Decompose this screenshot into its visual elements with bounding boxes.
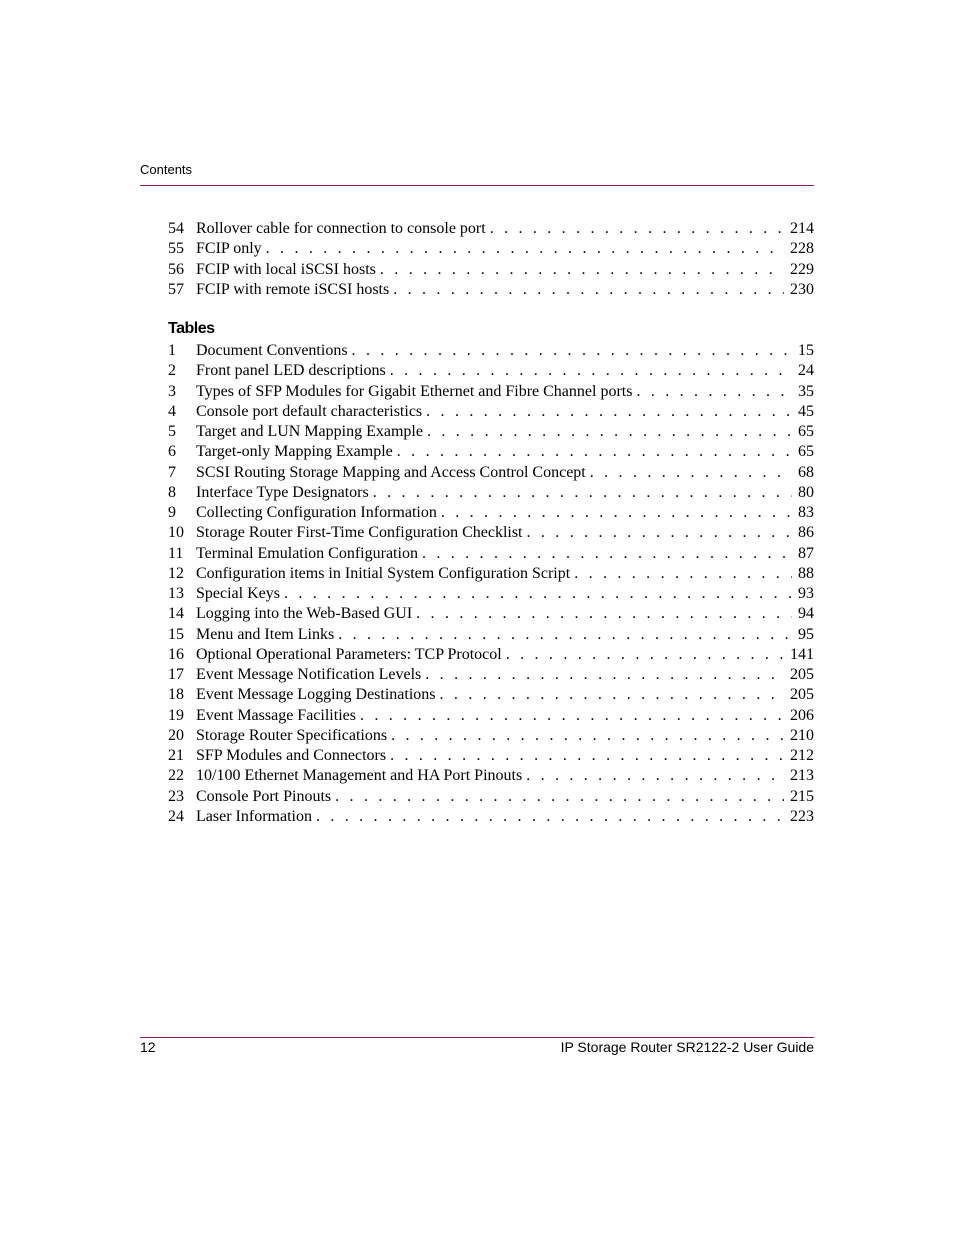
dot-leader bbox=[425, 665, 784, 685]
entry-title: Rollover cable for connection to console port bbox=[196, 220, 486, 237]
entry-title: Menu and Item Links bbox=[196, 625, 335, 643]
entry-number: 9 bbox=[168, 504, 176, 521]
entry-number: 8 bbox=[168, 483, 176, 501]
entry-number: 20 bbox=[168, 726, 184, 744]
dot-leader bbox=[360, 706, 784, 726]
toc-entry[interactable] bbox=[168, 483, 814, 503]
entry-title: Event Message Notification Levels bbox=[196, 666, 422, 683]
dot-leader bbox=[590, 463, 792, 483]
entry-title: Target-only Mapping Example bbox=[196, 443, 393, 461]
entry-page-number: 206 bbox=[790, 706, 814, 724]
entry-number: 24 bbox=[168, 807, 184, 825]
footer-rule bbox=[140, 1037, 814, 1038]
entry-number: 10 bbox=[168, 524, 184, 542]
entry-page-number: 215 bbox=[790, 787, 814, 805]
entry-page-number: 95 bbox=[798, 625, 814, 643]
toc-entry[interactable] bbox=[168, 766, 814, 786]
header-rule bbox=[140, 185, 814, 186]
entry-number: 3 bbox=[168, 382, 176, 400]
entry-number: 19 bbox=[168, 706, 184, 724]
entry-number: 21 bbox=[168, 747, 184, 764]
toc-entry[interactable] bbox=[168, 402, 814, 422]
entry-page-number: 94 bbox=[798, 605, 814, 623]
toc-entry[interactable] bbox=[168, 625, 814, 645]
toc-entry[interactable] bbox=[168, 523, 814, 543]
entry-number: 2 bbox=[168, 362, 176, 380]
entry-title: Event Message Logging Destinations bbox=[196, 686, 436, 704]
entry-number: 12 bbox=[168, 564, 184, 582]
dot-leader bbox=[422, 544, 792, 564]
dot-leader bbox=[440, 685, 784, 705]
toc-entry[interactable] bbox=[168, 584, 814, 604]
entry-title: Collecting Configuration Information bbox=[196, 504, 437, 521]
dot-leader bbox=[636, 382, 792, 402]
toc-entry[interactable] bbox=[168, 422, 814, 442]
entry-title: FCIP only bbox=[196, 240, 262, 258]
entry-page-number: 205 bbox=[790, 666, 814, 683]
dot-leader bbox=[416, 604, 792, 624]
toc-entry[interactable] bbox=[168, 665, 814, 685]
entry-page-number: 213 bbox=[790, 767, 814, 785]
entry-number: 14 bbox=[168, 605, 184, 623]
entry-title: Special Keys bbox=[196, 585, 280, 602]
entry-page-number: 230 bbox=[790, 280, 814, 298]
footer-page-number: 12 bbox=[140, 1039, 156, 1055]
entry-page-number: 210 bbox=[790, 726, 814, 744]
entry-title: Interface Type Designators bbox=[196, 483, 369, 501]
entry-page-number: 68 bbox=[798, 463, 814, 481]
entry-title: Target and LUN Mapping Example bbox=[196, 423, 423, 440]
entry-page-number: 93 bbox=[798, 585, 814, 602]
entry-number: 5 bbox=[168, 423, 176, 440]
entry-number: 55 bbox=[168, 240, 184, 258]
toc-entry[interactable] bbox=[168, 544, 814, 564]
entry-number: 54 bbox=[168, 220, 184, 237]
dot-leader bbox=[426, 402, 792, 422]
dot-leader bbox=[393, 280, 784, 300]
dot-leader bbox=[373, 483, 792, 503]
running-header: Contents bbox=[140, 162, 193, 177]
entry-title: Logging into the Web-Based GUI bbox=[196, 605, 413, 623]
dot-leader bbox=[506, 645, 784, 665]
entry-page-number: 45 bbox=[798, 402, 814, 420]
entry-title: SCSI Routing Storage Mapping and Access Control Concept bbox=[196, 463, 586, 481]
entry-number: 7 bbox=[168, 463, 176, 481]
dot-leader bbox=[391, 726, 784, 746]
toc-entry[interactable] bbox=[168, 503, 814, 523]
toc-entry[interactable] bbox=[168, 219, 814, 239]
dot-leader bbox=[397, 442, 792, 462]
dot-leader bbox=[390, 746, 784, 766]
dot-leader bbox=[441, 503, 792, 523]
toc-entry[interactable] bbox=[168, 787, 814, 807]
toc-entry[interactable] bbox=[168, 463, 814, 483]
figures-list bbox=[168, 219, 814, 300]
dot-leader bbox=[527, 523, 793, 543]
footer-doc-title: IP Storage Router SR2122-2 User Guide bbox=[560, 1039, 814, 1055]
entry-title: Storage Router First-Time Configuration Checklist bbox=[196, 524, 523, 542]
dot-leader bbox=[390, 361, 792, 381]
entry-page-number: 205 bbox=[790, 686, 814, 704]
entry-number: 4 bbox=[168, 402, 176, 420]
toc-entry[interactable] bbox=[168, 706, 814, 726]
dot-leader bbox=[526, 766, 784, 786]
toc-entry[interactable] bbox=[168, 685, 814, 705]
dot-leader bbox=[316, 807, 784, 827]
toc-entry[interactable] bbox=[168, 746, 814, 766]
tables-list bbox=[168, 341, 814, 827]
entry-page-number: 88 bbox=[798, 564, 814, 582]
entry-page-number: 212 bbox=[790, 747, 814, 764]
entry-number: 11 bbox=[168, 544, 184, 562]
entry-title: SFP Modules and Connectors bbox=[196, 747, 387, 764]
dot-leader bbox=[335, 787, 784, 807]
entry-number: 18 bbox=[168, 686, 184, 704]
entry-title: Front panel LED descriptions bbox=[196, 362, 386, 380]
entry-number: 22 bbox=[168, 767, 184, 785]
entry-title: Console Port Pinouts bbox=[196, 787, 332, 805]
entry-number: 16 bbox=[168, 645, 184, 663]
entry-page-number: 228 bbox=[790, 240, 814, 258]
entry-title: Types of SFP Modules for Gigabit Ethernet and Fibre Channel ports bbox=[196, 382, 633, 400]
entry-page-number: 65 bbox=[798, 423, 814, 440]
tables-heading: Tables bbox=[168, 320, 215, 337]
entry-title: FCIP with remote iSCSI hosts bbox=[196, 280, 390, 298]
entry-number: 57 bbox=[168, 280, 184, 298]
dot-leader bbox=[352, 341, 792, 361]
entry-page-number: 15 bbox=[798, 342, 814, 359]
dot-leader bbox=[427, 422, 792, 442]
entry-title: Storage Router Specifications bbox=[196, 726, 388, 744]
dot-leader bbox=[574, 564, 792, 584]
entry-title: Optional Operational Parameters: TCP Protocol bbox=[196, 645, 502, 663]
entry-number: 23 bbox=[168, 787, 184, 805]
toc-entry[interactable] bbox=[168, 726, 814, 746]
entry-title: Document Conventions bbox=[196, 342, 348, 359]
entry-page-number: 87 bbox=[798, 544, 814, 562]
entry-number: 13 bbox=[168, 585, 184, 602]
entry-page-number: 141 bbox=[790, 645, 814, 663]
entry-page-number: 229 bbox=[790, 260, 814, 278]
entry-page-number: 65 bbox=[798, 443, 814, 461]
toc-entry[interactable] bbox=[168, 280, 814, 300]
entry-page-number: 35 bbox=[798, 382, 814, 400]
toc-entry[interactable] bbox=[168, 807, 814, 827]
entry-page-number: 83 bbox=[798, 504, 814, 521]
entry-page-number: 214 bbox=[790, 220, 814, 237]
entry-title: Console port default characteristics bbox=[196, 402, 423, 420]
toc-entry[interactable] bbox=[168, 604, 814, 624]
entry-title: FCIP with local iSCSI hosts bbox=[196, 260, 376, 278]
entry-number: 56 bbox=[168, 260, 184, 278]
entry-page-number: 24 bbox=[798, 362, 814, 380]
toc-entry[interactable] bbox=[168, 239, 814, 259]
toc-entry[interactable] bbox=[168, 361, 814, 381]
toc-entry[interactable] bbox=[168, 442, 814, 462]
entry-title: Laser Information bbox=[196, 807, 312, 825]
toc-entry[interactable] bbox=[168, 260, 814, 280]
entry-number: 15 bbox=[168, 625, 184, 643]
entry-page-number: 223 bbox=[790, 807, 814, 825]
dot-leader bbox=[490, 219, 784, 239]
entry-title: Configuration items in Initial System Configuration Script bbox=[196, 564, 571, 582]
dot-leader bbox=[380, 260, 784, 280]
toc-entry[interactable] bbox=[168, 341, 814, 361]
dot-leader bbox=[284, 584, 792, 604]
entry-number: 17 bbox=[168, 666, 184, 683]
entry-page-number: 86 bbox=[798, 524, 814, 542]
entry-page-number: 80 bbox=[798, 483, 814, 501]
entry-title: Event Massage Facilities bbox=[196, 706, 356, 724]
entry-number: 1 bbox=[168, 342, 176, 359]
toc-entry[interactable] bbox=[168, 382, 814, 402]
dot-leader bbox=[266, 239, 784, 259]
entry-title: Terminal Emulation Configuration bbox=[196, 544, 418, 562]
entry-number: 6 bbox=[168, 443, 176, 461]
entry-title: 10/100 Ethernet Management and HA Port Pinouts bbox=[196, 767, 523, 785]
toc-entry[interactable] bbox=[168, 645, 814, 665]
toc-entry[interactable] bbox=[168, 564, 814, 584]
dot-leader bbox=[338, 625, 792, 645]
